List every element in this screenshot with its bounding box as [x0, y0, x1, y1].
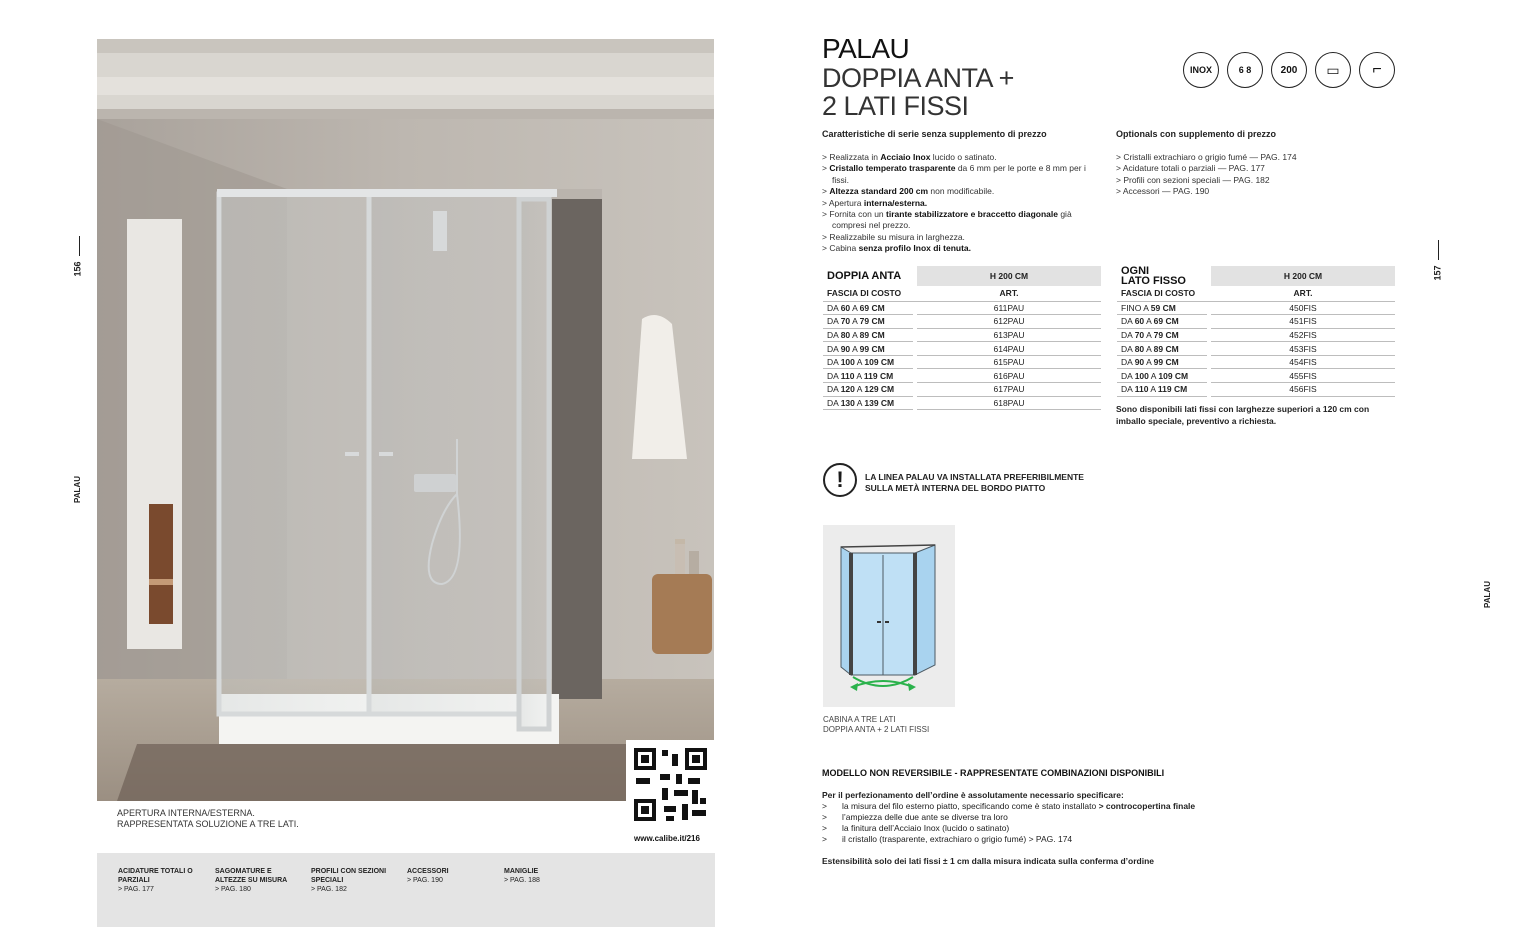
price-table-doppia-anta	[823, 266, 1101, 410]
extensibility-note: Estensibilità solo dei lati fissi ± 1 cm dalla misura indicata sulla conferma d’ordine	[822, 856, 1155, 866]
table-row	[1117, 301, 1395, 315]
inox-icon: INOX	[1183, 52, 1219, 88]
photo-caption-line: APERTURA INTERNA/ESTERNA.	[117, 808, 255, 818]
table-row	[823, 383, 1101, 397]
side-label-right: PALAU	[1482, 581, 1492, 608]
subtitle-line: DOPPIA ANTA +	[822, 63, 1014, 93]
footer-profili[interactable]	[311, 867, 391, 894]
qr-code-icon[interactable]	[630, 744, 719, 833]
article-cell: 452FIS	[1211, 328, 1395, 342]
table-height-header: H 200 CM	[1211, 266, 1395, 286]
range-cell: DA 130 A 139 CM	[823, 396, 913, 410]
list-item: > Cristallo temperato trasparente da 6 mm per le porte e 8 mm per i fissi.	[822, 163, 1086, 185]
range-cell: FINO A 59 CM	[1117, 301, 1207, 315]
warning-line: SULLA METÀ INTERNA DEL BORDO PIATTO	[865, 483, 1046, 493]
table-row	[1117, 369, 1395, 383]
range-cell: DA 110 A 119 CM	[823, 369, 913, 383]
list-item: > Realizzata in Acciaio Inox lucido o satinato.	[822, 152, 997, 162]
warning-icon: !	[823, 463, 857, 497]
table-row	[1117, 328, 1395, 342]
range-cell: DA 100 A 109 CM	[823, 355, 913, 369]
article-cell: 451FIS	[1211, 315, 1395, 329]
product-subtitle	[822, 64, 1082, 120]
footer-item-ref: > PAG. 180	[215, 886, 251, 893]
footer-item-title: ACIDATURE TOTALI O PARZIALI	[118, 868, 193, 884]
table-title	[1117, 266, 1207, 286]
table-row	[823, 355, 1101, 369]
table-row	[823, 342, 1101, 356]
footer-item-ref: > PAG. 190	[407, 877, 443, 884]
diagram-caption-line: CABINA A TRE LATI	[823, 715, 896, 724]
order-instructions	[822, 790, 1262, 845]
table-row	[823, 369, 1101, 383]
article-cell: 455FIS	[1211, 369, 1395, 383]
order-item: > il cristallo (trasparente, extrachiaro o grigio fumé) > PAG. 174	[822, 834, 1073, 844]
article-cell: 450FIS	[1211, 301, 1395, 315]
order-item: > la misura del filo esterno piatto, specificando come è stato installato > controcopertina finale	[822, 801, 1196, 811]
range-cell: DA 80 A 89 CM	[823, 328, 913, 342]
table-row	[1117, 315, 1395, 329]
table-title: DOPPIA ANTA	[827, 270, 902, 282]
table-title-line: LATO FISSO	[1121, 275, 1186, 287]
photo-caption-line: RAPPRESENTATA SOLUZIONE A TRE LATI.	[117, 819, 299, 829]
subtitle-line: 2 LATI FISSI	[822, 91, 969, 121]
side-label-left: PALAU	[72, 476, 82, 503]
range-cell: DA 70 A 79 CM	[823, 315, 913, 329]
shower-photo	[97, 39, 714, 801]
diagram-caption-line: DOPPIA ANTA + 2 LATI FISSI	[823, 725, 930, 734]
page-number-rule	[1438, 240, 1439, 260]
list-item: > Profili con sezioni speciali — PAG. 182	[1116, 174, 1270, 185]
standard-features-list	[822, 152, 1097, 255]
table-title-line: OGNI	[1121, 265, 1150, 277]
range-cell: DA 90 A 99 CM	[1117, 355, 1207, 369]
article-cell: 618PAU	[917, 396, 1101, 410]
col-header: ART.	[917, 286, 1101, 301]
page-number-left: 156	[72, 261, 83, 277]
footer-acidature[interactable]	[118, 867, 198, 894]
warning-text	[865, 472, 1105, 494]
footer-item-ref: > PAG. 182	[311, 886, 347, 893]
glass-thickness-icon: 6 8	[1227, 52, 1263, 88]
table-height-header: H 200 CM	[917, 266, 1101, 286]
options-footer	[97, 853, 715, 927]
article-cell: 456FIS	[1211, 383, 1395, 397]
warning-line: LA LINEA PALAU VA INSTALLATA PREFERIBILMENTE	[865, 472, 1084, 482]
diagram-caption	[823, 715, 929, 735]
footer-item-title: MANIGLIE	[504, 868, 539, 875]
order-lead: Per il perfezionamento dell’ordine è assolutamente necessario specificare:	[822, 790, 1124, 800]
footer-maniglie[interactable]	[504, 867, 584, 885]
range-cell: DA 110 A 119 CM	[1117, 383, 1207, 397]
standard-features-heading: Caratteristiche di serie senza supplemento di prezzo	[822, 129, 1047, 139]
range-cell: DA 60 A 69 CM	[823, 301, 913, 315]
col-header: FASCIA DI COSTO	[823, 286, 913, 301]
list-item: > Cristalli extrachiaro o grigio fumé — PAG. 174	[1116, 152, 1297, 162]
col-header: FASCIA DI COSTO	[1117, 286, 1207, 301]
range-cell: DA 90 A 99 CM	[823, 342, 913, 356]
list-item: > Realizzabile su misura in larghezza.	[822, 231, 965, 242]
table-row	[1117, 355, 1395, 369]
article-cell: 615PAU	[917, 355, 1101, 369]
order-list	[822, 801, 1262, 845]
list-item: > Altezza standard 200 cm non modificabile.	[822, 186, 995, 197]
order-item: > la finitura dell’Acciaio Inox (lucido o satinato)	[822, 823, 1010, 833]
footer-item-title: SAGOMATURE E ALTEZZE SU MISURA	[215, 868, 288, 884]
order-item: > l’ampiezza delle due ante se diverse tra loro	[822, 812, 1008, 822]
model-heading: MODELLO NON REVERSIBILE - RAPPRESENTATE COMBINAZIONI DISPONIBILI	[822, 768, 1165, 778]
range-cell: DA 120 A 129 CM	[823, 383, 913, 397]
shower-tray-icon: ⌐	[1359, 52, 1395, 88]
table-row	[1117, 383, 1395, 397]
footer-item-title: ACCESSORI	[407, 868, 449, 875]
col-header: ART.	[1211, 286, 1395, 301]
height-icon: 200	[1271, 52, 1307, 88]
table-row	[1117, 342, 1395, 356]
list-item: > Acidature totali o parziali — PAG. 177	[1116, 163, 1265, 174]
range-cell: DA 60 A 69 CM	[1117, 315, 1207, 329]
optionals-heading: Optionals con supplemento di prezzo	[1116, 129, 1277, 139]
product-title: PALAU	[822, 33, 910, 64]
qr-url[interactable]: www.calibe.it/216	[634, 834, 700, 843]
range-cell: DA 80 A 89 CM	[1117, 342, 1207, 356]
article-cell: 614PAU	[917, 342, 1101, 356]
price-table-lato-fisso	[1117, 266, 1395, 397]
photo-caption	[117, 808, 299, 830]
footer-sagomature[interactable]	[215, 867, 300, 894]
list-item: > Fornita con un tirante stabilizzatore e braccetto diagonale già compresi nel prezzo.	[822, 209, 1072, 231]
footer-accessori[interactable]	[407, 867, 487, 885]
range-cell: DA 70 A 79 CM	[1117, 328, 1207, 342]
article-cell: 611PAU	[917, 301, 1101, 315]
table-row	[823, 315, 1101, 329]
optionals-list	[1116, 152, 1396, 198]
article-cell: 612PAU	[917, 315, 1101, 329]
article-cell: 454FIS	[1211, 355, 1395, 369]
article-cell: 613PAU	[917, 328, 1101, 342]
article-cell: 453FIS	[1211, 342, 1395, 356]
lato-fisso-note: Sono disponibili lati fissi con larghezze superiori a 120 cm con imballo speciale, preventivo a richiesta.	[1116, 404, 1370, 426]
table-row	[823, 328, 1101, 342]
page-number-rule	[79, 236, 80, 256]
feature-icons	[1183, 52, 1395, 88]
shower-illustration	[97, 39, 714, 801]
cabin-diagram-icon	[823, 525, 955, 707]
list-item: > Accessori — PAG. 190	[1116, 186, 1210, 197]
cabin-diagram	[823, 525, 955, 707]
footer-item-ref: > PAG. 177	[118, 886, 154, 893]
footer-item-title: PROFILI CON SEZIONI SPECIALI	[311, 868, 387, 884]
footer-item-ref: > PAG. 188	[504, 877, 540, 884]
range-cell: DA 100 A 109 CM	[1117, 369, 1207, 383]
list-item: > Apertura interna/esterna.	[822, 197, 928, 208]
measure-icon: ▭	[1315, 52, 1351, 88]
article-cell: 616PAU	[917, 369, 1101, 383]
table-row	[823, 396, 1101, 410]
article-cell: 617PAU	[917, 383, 1101, 397]
table-row	[823, 301, 1101, 315]
list-item: > Cabina senza profilo Inox di tenuta.	[822, 243, 972, 254]
page-number-right: 157	[1432, 265, 1443, 281]
